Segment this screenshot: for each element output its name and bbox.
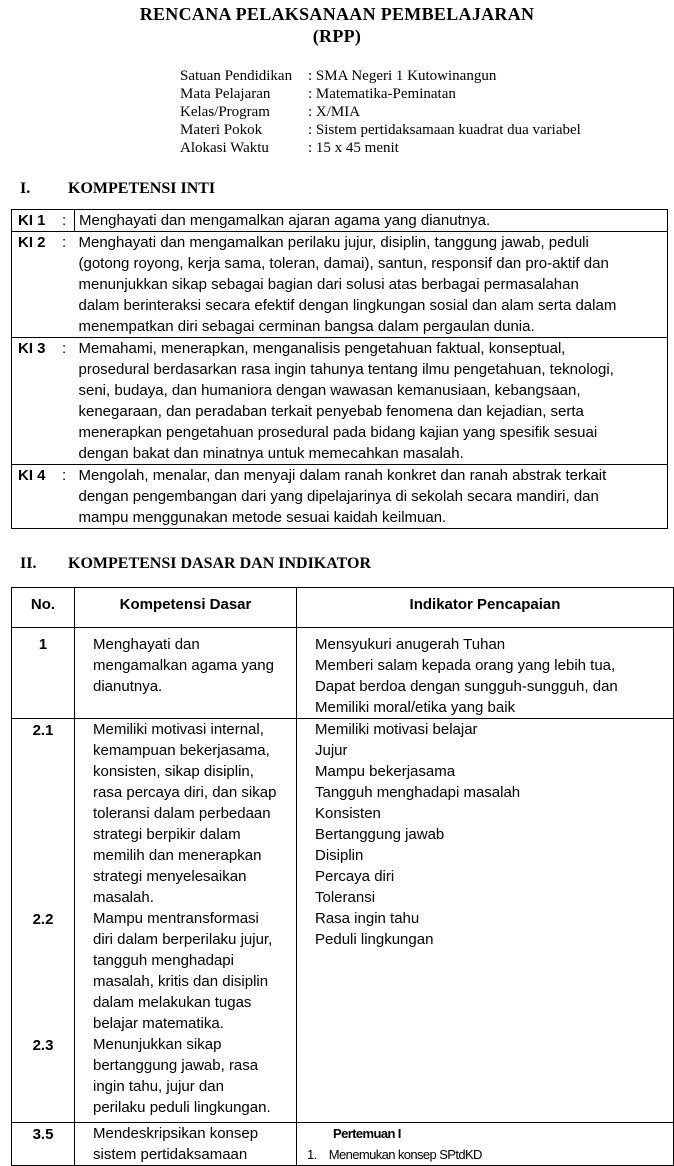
kd-text: Mendeskripsikan konsep sistem pertidaksamaan (75, 1123, 297, 1166)
row-number: 3.5 (12, 1123, 75, 1166)
identity-row: Materi Pokok : Sistem pertidaksamaan kuadrat dua variabel (180, 122, 581, 138)
ki-key: KI 4 (12, 465, 61, 529)
header-no: No. (12, 588, 75, 628)
table-row (12, 465, 668, 529)
indicator-list (297, 1123, 674, 1166)
table-header-row (12, 588, 674, 628)
table-row (12, 628, 674, 719)
table-row (12, 210, 668, 232)
ki-key: KI 3 (12, 338, 61, 465)
kompetensi-dasar-table (11, 587, 674, 1166)
meeting-label: Pertemuan I (333, 1126, 401, 1141)
document-subtitle: (RPP) (312, 26, 362, 46)
ki-colon: : (60, 210, 75, 232)
table-row (12, 232, 668, 338)
section-heading-ki: I. KOMPETENSI INTI (20, 180, 216, 197)
kd-text: Menghayati dan mengamalkan agama yang dianutnya. (75, 628, 297, 719)
ki-text: Memahami, menerapkan, menganalisis pengetahuan faktual, konseptual, prosedural berdasarkan rasa ingin tahunya tentang ilmu pengetahuan, teknologi, seni, budaya, dan humaniora dengan wawasan kemanusiaan, kebangsaan, kenegaraan, dan peradaban terkait penyebab fenomena dan kejadian, serta menerapkan pengetahuan prosedural pada bidang kajian yang spesifik sesuai dengan bakat dan minatnya untuk memecahkan masalah. (75, 338, 668, 465)
meeting-item: 1. Menemukan konsep SPtdKD (307, 1147, 482, 1162)
identity-row: Satuan Pendidikan : SMA Negeri 1 Kutowinangun (180, 68, 497, 84)
kd-text: Memiliki motivasi internal, kemampuan bekerjasama, konsisten, sikap disiplin, rasa percaya diri, dan sikap toleransi dalam perbedaan strategi berpikir dalam memilih dan menerapkan strategi menyelesaikan masalah. Mampu mentransformasi diri dalam berperilaku jujur, tangguh menghadapi masalah, kritis dan disiplin dalam melakukan tugas belajar matematika. Menunjukkan sikap bertanggung jawab, rasa ingin tahu, jujur dan perilaku peduli lingkungan. (75, 719, 297, 1123)
ki-key: KI 2 (12, 232, 61, 338)
document-title: RENCANA PELAKSANAAN PEMBELAJARAN (139, 4, 535, 24)
section-heading-kd: II. KOMPETENSI DASAR DAN INDIKATOR (20, 555, 371, 572)
ki-colon: : (60, 232, 75, 338)
ki-colon: : (60, 465, 75, 529)
table-row (12, 719, 674, 1123)
ki-text: Mengolah, menalar, dan menyaji dalam ranah konkret dan ranah abstrak terkait dengan pengembangan dari yang dipelajarinya di sekolah secara mandiri, dan mampu menggunakan metode sesuai kaidah keilmuan. (75, 465, 668, 529)
table-row (12, 1123, 674, 1166)
header-indikator: Indikator Pencapaian (297, 588, 674, 628)
ki-colon: : (60, 338, 75, 465)
indicator-list: Memiliki motivasi belajar Jujur Mampu bekerjasama Tangguh menghadapi masalah Konsisten Bertanggung jawab Disiplin Percaya diri Toleransi Rasa ingin tahu Peduli lingkungan (297, 719, 674, 1123)
row-number: 1 (12, 628, 75, 719)
ki-text: Menghayati dan mengamalkan perilaku jujur, disiplin, tanggung jawab, peduli (gotong royong, kerja sama, toleran, damai), santun, responsif dan pro-aktif dan menunjukkan sikap sebagai bagian dari solusi atas berbagai permasalahan dalam berinteraksi secara efektif dengan lingkungan sosial dan alam serta dalam menempatkan diri sebagai cerminan bangsa dalam pergaulan dunia. (75, 232, 668, 338)
identity-row: Alokasi Waktu : 15 x 45 menit (180, 140, 399, 156)
indicator-list: Mensyukuri anugerah Tuhan Memberi salam kepada orang yang lebih tua, Dapat berdoa dengan sungguh-sungguh, dan Memiliki moral/etika yang baik (297, 628, 674, 719)
ki-key: KI 1 (12, 210, 61, 232)
identity-row: Mata Pelajaran : Matematika-Peminatan (180, 86, 456, 102)
header-kompetensi-dasar: Kompetensi Dasar (75, 588, 297, 628)
ki-text: Menghayati dan mengamalkan ajaran agama yang dianutnya. (75, 210, 668, 232)
kompetensi-inti-table (11, 209, 668, 529)
table-row (12, 338, 668, 465)
row-number-group: 2.1 2.2 2.3 (12, 719, 75, 1123)
identity-row: Kelas/Program : X/MIA (180, 104, 361, 120)
